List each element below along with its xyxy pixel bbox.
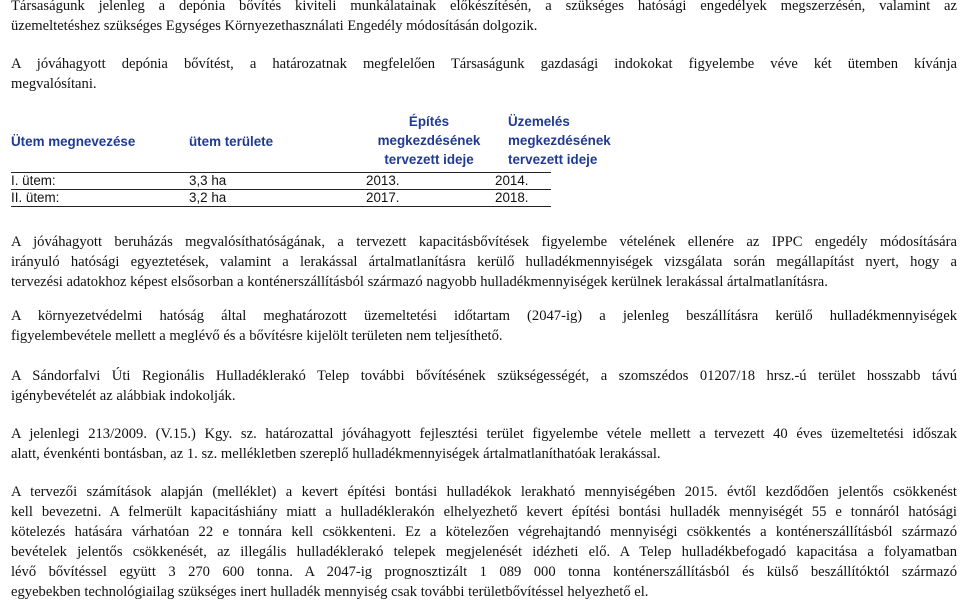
- header-build-start: Építés megkezdésének tervezett ideje: [377, 114, 481, 167]
- paragraph-line: figyelembevétele mellett a meglévő és a bővítésre kijelölt területen nem teljesíthető.: [11, 328, 503, 344]
- paragraph-line: megvalósítani.: [11, 76, 97, 92]
- header-phase-area: ütem területe: [189, 134, 274, 149]
- cell-build-start: 2017.: [366, 190, 400, 205]
- paragraph-line: egyebekben technológiailag szükséges inert hulladék mennyiség csak további területbővítéssel helyezhető el.: [11, 584, 649, 600]
- paragraph-phases: [11, 54, 957, 94]
- paragraph-line: A Sándorfalvi Úti Regionális Hulladéklerakó Telep további bővítésének szükségességét, a szomszédos 01207/18 hrsz.-ú terület hosszabb távú: [11, 368, 957, 384]
- cell-build-start: 2013.: [366, 173, 400, 188]
- cell-operation-start: 2018.: [495, 190, 529, 205]
- cell-phase-area: 3,2 ha: [189, 190, 227, 205]
- table-row: [11, 189, 571, 206]
- paragraph-intro: [11, 0, 957, 36]
- paragraph-line: A tervezői számítások alapján (melléklet) a kevert építési bontási hulladékok lerakható mennyiségében 2015. évtől kezdődően jelentős csökkenést: [11, 484, 957, 500]
- paragraph-line: üzemeltetéshez szükséges Egységes Környezethasználati Engedély módosításán dolgozik.: [11, 18, 538, 34]
- paragraph-line: lévő bővítéssel együtt 3 270 600 tonna. A 2047-ig prognosztizált 1 089 000 tonna konténerszállításból és külső beszállítóktól származó: [11, 564, 957, 580]
- paragraph-line: Társaságunk jelenleg a depónia bővítés kiviteli munkálatainak előkészítésén, a szükséges hatósági engedélyek megszerzésén, valamint az: [11, 0, 957, 14]
- paragraph-line: A jóváhagyott depónia bővítést, a határozatnak megfelelően Társaságunk gazdasági indokokat figyelembe véve két ütemben kívánja: [11, 56, 957, 72]
- paragraph-feasibility: [11, 232, 957, 292]
- header-operation-start: Üzemelés megkezdésének tervezett ideje: [508, 114, 611, 167]
- paragraph-line: kötelezés hatására várhatóan 22 e tonnára kell csökkenteni. Ez a kötelezően végrehajtandó mennyiségi csökkentés a konténerszállításból származó: [11, 524, 957, 540]
- paragraph-line: A jelenlegi 213/2009. (V.15.) Kgy. sz. határozattal jóváhagyott fejlesztési terület figyelembe vétele mellett a tervezett 40 éves üzemeltetési időszak: [11, 426, 957, 442]
- table-header: [11, 112, 611, 172]
- paragraph-line: kell bevezetni. A felmerült kapacitáshiány miatt a hulladéklerakón elhelyezhető kevert építési bontási hulladék mennyiségét 55 e tonnáról hatósági: [11, 504, 957, 520]
- paragraph-line: tervezési adatokhoz képest elsősorban a konténerszállításból származó nagyobb hulladékmennyiségek kerülnek lerakással ártalmatlanításra.: [11, 274, 828, 290]
- phase-table: [11, 112, 611, 206]
- header-phase-name: Ütem megnevezése: [11, 134, 136, 149]
- cell-phase-area: 3,3 ha: [189, 173, 227, 188]
- paragraph-line: irányuló hatósági egyeztetések, valamint a lerakással ártalmatlanításra kerülő hulladékmennyiségek vizsgálata során megállapítást nyert, hogy a: [11, 254, 957, 270]
- table-rule: [11, 206, 551, 207]
- paragraph-line: alatt, évenkénti bontásban, az 1. sz. mellékletben szereplő hulladékmennyiségek ártalmatlaníthatóak lerakással.: [11, 446, 661, 462]
- table-row: [11, 172, 571, 189]
- paragraph-line: igénybevételét az alábbiak indokolják.: [11, 388, 236, 404]
- cell-phase-name: II. ütem:: [11, 190, 60, 205]
- paragraph-line: bevételek jelentős csökkenését, az illegális hulladéklerakó telepek megjelenését idézheti elő. A Telep hulladékbefogadó kapacitása a folyamatban: [11, 544, 957, 560]
- paragraph-expansion: [11, 366, 957, 406]
- paragraph-line: A jóváhagyott beruházás megvalósíthatóságának, a tervezett kapacitásbővítések figyelembe vételének ellenére az IPPC engedély módosítására: [11, 234, 957, 250]
- paragraph-calculations: [11, 482, 957, 602]
- paragraph-authority: [11, 306, 957, 346]
- cell-phase-name: I. ütem:: [11, 173, 56, 188]
- paragraph-resolution: [11, 424, 957, 464]
- paragraph-line: A környezetvédelmi hatóság által meghatározott üzemeltetési időtartam (2047-ig) a jelenleg beszállításra kerülő hulladékmennyiségek: [11, 308, 957, 324]
- cell-operation-start: 2014.: [495, 173, 529, 188]
